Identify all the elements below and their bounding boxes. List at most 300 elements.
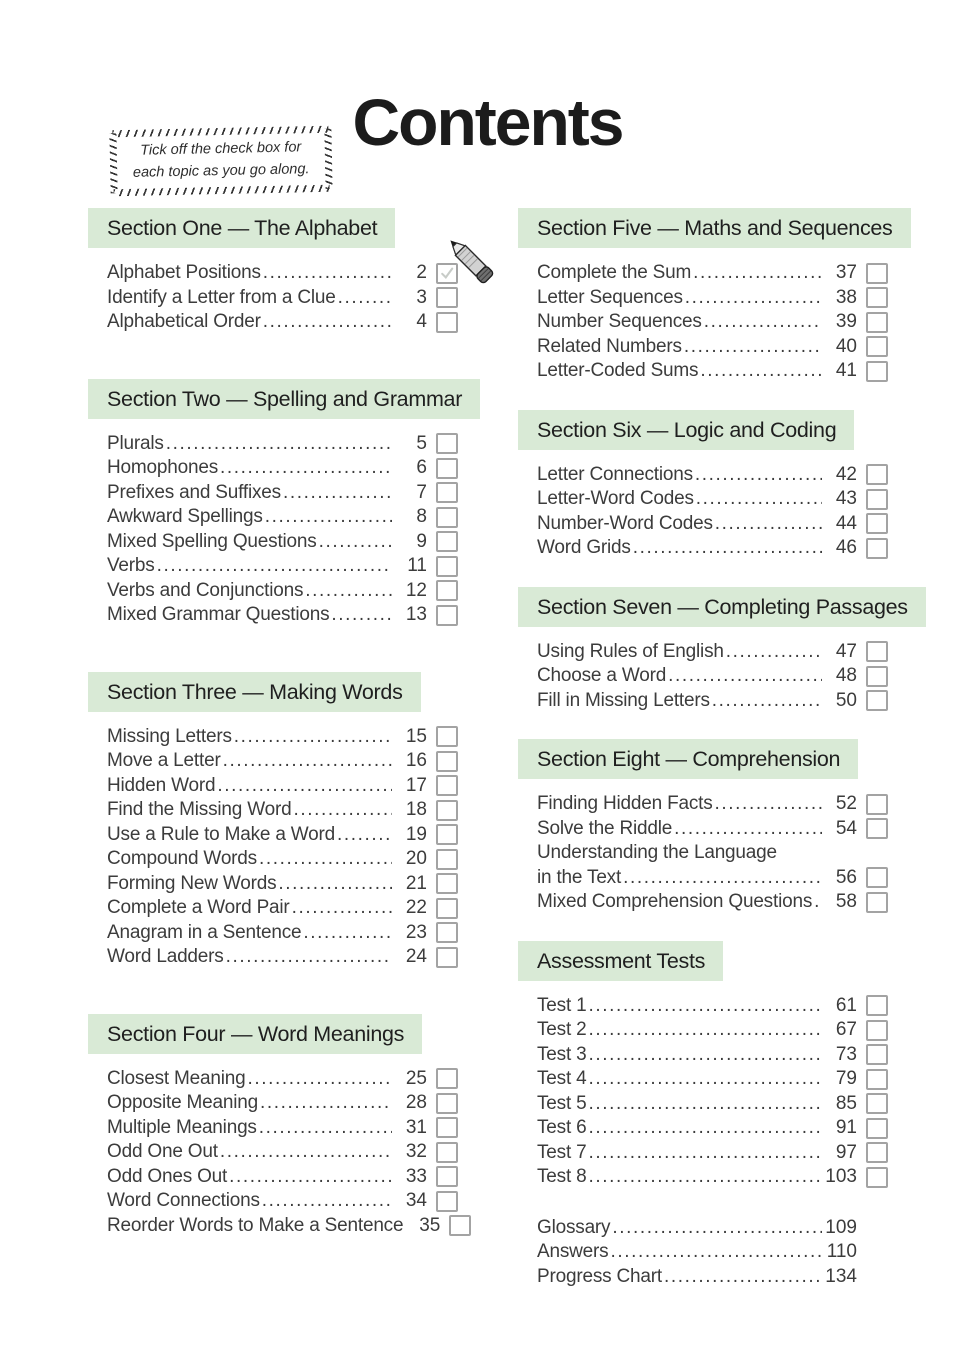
page-number: 22	[405, 897, 427, 918]
topic-checkbox[interactable]	[436, 312, 458, 333]
topic-label: Alphabet Positions	[107, 262, 261, 283]
toc-section	[518, 587, 908, 714]
page-number: 5	[416, 432, 427, 454]
topic-label: Related Numbers	[537, 335, 682, 357]
topic-label: Compound Words	[107, 848, 257, 869]
dot-leader	[704, 310, 822, 335]
toc-row	[107, 530, 458, 555]
page-number: 48	[835, 665, 857, 686]
toc-row	[107, 1165, 458, 1190]
topic-checkbox[interactable]	[866, 1167, 888, 1188]
toc-row	[537, 1018, 888, 1043]
topic-label: Closest Meaning	[107, 1067, 246, 1089]
page-number: 103	[825, 1166, 857, 1187]
page-number: 13	[405, 604, 427, 625]
page-number: 25	[405, 1067, 427, 1089]
dot-leader	[166, 432, 392, 457]
topic-label: Alphabetical Order	[107, 311, 261, 332]
toc-row	[537, 1216, 888, 1241]
dot-leader	[726, 640, 822, 665]
dot-leader	[589, 1116, 823, 1141]
dot-leader	[674, 817, 822, 842]
topic-checkbox[interactable]	[866, 464, 888, 485]
toc-row	[107, 1140, 458, 1165]
toc-row	[537, 1043, 888, 1068]
toc-section	[88, 208, 458, 335]
page-number: 97	[835, 1141, 857, 1163]
topic-checkbox[interactable]	[436, 556, 458, 577]
dot-leader	[305, 579, 392, 604]
topic-checkbox[interactable]	[866, 995, 888, 1016]
dot-leader	[589, 1092, 823, 1117]
topic-checkbox[interactable]	[436, 775, 458, 796]
page-number: 56	[835, 866, 857, 888]
topic-checkbox[interactable]	[866, 1118, 888, 1139]
dot-leader	[220, 1140, 392, 1165]
toc-row	[537, 866, 888, 891]
topic-label: Solve the Riddle	[537, 817, 673, 839]
topic-checkbox[interactable]	[436, 433, 458, 454]
toc-row	[107, 798, 458, 823]
dot-leader	[696, 487, 822, 512]
note-hatch-border	[109, 133, 117, 193]
topic-checkbox[interactable]	[866, 641, 888, 662]
toc-row	[107, 481, 458, 506]
toc-row	[107, 945, 458, 970]
topic-checkbox[interactable]	[436, 605, 458, 626]
toc-row	[107, 554, 458, 579]
section-header: Section Eight — Comprehension	[518, 739, 858, 779]
section-rows	[107, 1067, 458, 1239]
toc-row	[107, 286, 458, 311]
section-header: Assessment Tests	[518, 941, 723, 981]
toc-row	[537, 841, 888, 866]
topic-label: Letter Connections	[537, 463, 693, 485]
toc-row	[107, 1067, 458, 1092]
page-number: 2	[416, 262, 427, 283]
dot-leader	[814, 890, 822, 915]
page-number: 73	[835, 1043, 857, 1065]
dot-leader	[715, 512, 822, 537]
topic-label: Glossary	[537, 1216, 611, 1238]
topic-checkbox[interactable]	[866, 312, 888, 333]
topic-checkbox[interactable]	[866, 1142, 888, 1163]
section-header: Section Five — Maths and Sequences	[518, 208, 911, 248]
page-number: 39	[835, 311, 857, 332]
page-number: 6	[416, 457, 427, 478]
topic-checkbox[interactable]	[436, 1166, 458, 1187]
toc-row	[107, 1214, 458, 1239]
topic-label: Move a Letter	[107, 750, 221, 771]
topic-label: Odd One Out	[107, 1141, 218, 1162]
dot-leader	[234, 725, 392, 750]
dot-leader	[589, 994, 823, 1019]
page-number: 85	[835, 1092, 857, 1114]
toc-row	[537, 792, 888, 817]
topic-label: Complete a Word Pair	[107, 897, 290, 918]
toc-row	[537, 689, 888, 714]
topic-checkbox[interactable]	[436, 824, 458, 845]
topic-label: Homophones	[107, 457, 219, 478]
section-rows	[537, 261, 888, 384]
topic-label: Use a Rule to Make a Word	[107, 823, 336, 845]
topic-label: Number-Word Codes	[537, 512, 713, 534]
note-hatch-border	[324, 129, 332, 189]
topic-label: Mixed Spelling Questions	[107, 530, 317, 552]
toc-row	[537, 261, 888, 286]
dot-leader	[303, 921, 392, 946]
topic-label: Number Sequences	[537, 311, 702, 332]
topic-checkbox[interactable]	[866, 1069, 888, 1090]
topic-checkbox[interactable]	[436, 1093, 458, 1114]
topic-label: Missing Letters	[107, 725, 232, 747]
topic-checkbox[interactable]	[866, 489, 888, 510]
toc-row	[107, 847, 458, 872]
dot-leader	[265, 505, 392, 530]
topic-label: Hidden Word	[107, 774, 216, 796]
topic-checkbox[interactable]	[436, 947, 458, 968]
toc-row	[537, 890, 888, 915]
topic-label: Word Grids	[537, 537, 631, 558]
page-number: 3	[416, 286, 427, 308]
section-rows	[107, 432, 458, 628]
topic-label: Complete the Sum	[537, 262, 692, 283]
topic-label: Mixed Grammar Questions	[107, 604, 330, 625]
toc-row	[537, 1165, 888, 1190]
topic-label: Verbs and Conjunctions	[107, 579, 304, 601]
toc-section	[518, 739, 888, 915]
topic-checkbox[interactable]	[866, 690, 888, 711]
topic-label: Word Connections	[107, 1190, 260, 1211]
page-number: 23	[405, 921, 427, 943]
topic-checkbox[interactable]	[436, 898, 458, 919]
dot-leader	[633, 536, 822, 561]
toc-column-right	[518, 208, 908, 1315]
dot-leader	[668, 664, 822, 689]
note-hatch-border	[114, 184, 330, 196]
page-number: 110	[826, 1241, 857, 1262]
note-line-1: Tick off the check box for	[140, 139, 302, 159]
toc-row	[107, 261, 458, 286]
page-number: 79	[835, 1068, 857, 1089]
topic-label: Mixed Comprehension Questions	[537, 891, 813, 912]
toc-row	[107, 749, 458, 774]
page-number: 50	[835, 689, 857, 711]
topic-checkbox[interactable]	[866, 666, 888, 687]
dot-leader	[223, 749, 392, 774]
dot-leader	[589, 1018, 823, 1043]
dot-leader	[260, 1091, 392, 1116]
topic-label: Test 6	[537, 1117, 587, 1138]
page-number: 47	[835, 640, 857, 662]
dot-leader	[278, 872, 392, 897]
dot-leader	[685, 286, 822, 311]
dot-leader	[589, 1067, 823, 1092]
dot-leader	[612, 1216, 822, 1241]
topic-checkbox[interactable]	[436, 531, 458, 552]
toc-section	[518, 941, 888, 1190]
topic-checkbox[interactable]	[449, 1215, 471, 1236]
page-number: 58	[835, 891, 857, 912]
topic-checkbox[interactable]	[866, 1093, 888, 1114]
topic-checkbox[interactable]	[866, 263, 888, 284]
page-number: 11	[407, 555, 427, 576]
dot-leader	[157, 554, 392, 579]
topic-checkbox[interactable]	[866, 287, 888, 308]
page-number: 24	[405, 946, 427, 967]
topic-label: Test 4	[537, 1068, 587, 1089]
page-number: 34	[405, 1190, 427, 1211]
topic-checkbox[interactable]	[866, 538, 888, 559]
page-number: 44	[835, 512, 857, 534]
dot-leader	[262, 1189, 392, 1214]
toc-section	[518, 1216, 888, 1290]
topic-label: Test 5	[537, 1092, 587, 1114]
topic-label: Finding Hidden Facts	[537, 793, 713, 814]
toc-row	[537, 536, 888, 561]
topic-checkbox[interactable]	[436, 751, 458, 772]
toc-section	[518, 410, 888, 561]
section-header: Section Seven — Completing Passages	[518, 587, 926, 627]
topic-checkbox[interactable]	[866, 336, 888, 357]
topic-label: Understanding the Language	[537, 842, 777, 863]
toc-row	[107, 896, 458, 921]
page-number: 67	[835, 1019, 857, 1040]
toc-row	[107, 603, 458, 628]
page-title: Contents	[352, 85, 623, 159]
toc-row	[537, 640, 888, 665]
section-header: Section Two — Spelling and Grammar	[88, 379, 480, 419]
toc-row	[107, 579, 458, 604]
toc-columns	[88, 208, 908, 1315]
toc-row	[537, 1240, 888, 1265]
toc-row	[107, 1189, 458, 1214]
topic-label: Choose a Word	[537, 665, 667, 686]
topic-label: Find the Missing Word	[107, 799, 292, 820]
tick-note	[109, 126, 332, 196]
dot-leader	[217, 774, 392, 799]
topic-label: Letter Sequences	[537, 286, 683, 308]
dot-leader	[283, 481, 392, 506]
topic-checkbox[interactable]	[436, 458, 458, 479]
toc-row	[107, 310, 458, 335]
page-number: 42	[835, 463, 857, 485]
topic-checkbox[interactable]	[436, 580, 458, 601]
toc-row	[537, 664, 888, 689]
topic-checkbox[interactable]	[436, 287, 458, 308]
page-number: 20	[405, 848, 427, 869]
topic-label: Letter-Word Codes	[537, 488, 694, 509]
toc-row	[537, 1116, 888, 1141]
topic-label: Fill in Missing Letters	[537, 689, 710, 711]
dot-leader	[684, 335, 822, 360]
page-number: 16	[405, 750, 427, 771]
topic-checkbox[interactable]	[436, 507, 458, 528]
dot-leader	[293, 798, 392, 823]
page-number: 8	[416, 506, 427, 527]
topic-checkbox[interactable]	[866, 1020, 888, 1041]
section-header: Section Three — Making Words	[88, 672, 421, 712]
topic-label: Opposite Meaning	[107, 1092, 259, 1113]
topic-checkbox[interactable]	[866, 361, 888, 382]
topic-label: Test 2	[537, 1019, 587, 1040]
page-number: 18	[405, 799, 427, 820]
page-number: 19	[405, 823, 427, 845]
toc-row	[537, 1067, 888, 1092]
toc-row	[537, 463, 888, 488]
toc-row	[107, 872, 458, 897]
toc-section	[88, 1014, 458, 1239]
toc-row	[107, 1091, 458, 1116]
section-header: Section One — The Alphabet	[88, 208, 395, 248]
toc-row	[107, 456, 458, 481]
toc-row	[537, 286, 888, 311]
topic-checkbox[interactable]	[436, 482, 458, 503]
dot-leader	[337, 823, 392, 848]
toc-row	[107, 823, 458, 848]
topic-checkbox[interactable]	[436, 800, 458, 821]
dot-leader	[664, 1265, 822, 1290]
topic-label: Progress Chart	[537, 1265, 662, 1287]
topic-checkbox[interactable]	[866, 513, 888, 534]
dot-leader	[589, 1043, 823, 1068]
toc-row	[107, 432, 458, 457]
section-rows	[537, 640, 888, 714]
page-number: 52	[835, 793, 857, 814]
dot-leader	[263, 261, 392, 286]
dot-leader	[700, 359, 822, 384]
toc-row	[537, 1092, 888, 1117]
topic-label: Reorder Words to Make a Sentence	[107, 1214, 404, 1236]
toc-row	[107, 1116, 458, 1141]
topic-checkbox[interactable]	[436, 1191, 458, 1212]
topic-label: Letter-Coded Sums	[537, 360, 699, 381]
dot-leader	[331, 603, 392, 628]
topic-checkbox[interactable]	[436, 1117, 458, 1138]
topic-checkbox[interactable]	[866, 867, 888, 888]
topic-label: Multiple Meanings	[107, 1116, 257, 1138]
page-number: 33	[405, 1165, 427, 1187]
topic-checkbox[interactable]	[866, 794, 888, 815]
section-header: Section Six — Logic and Coding	[518, 410, 854, 450]
topic-checkbox[interactable]	[436, 1068, 458, 1089]
topic-label: Test 8	[537, 1166, 587, 1187]
topic-label: Test 7	[537, 1141, 587, 1163]
toc-row	[107, 774, 458, 799]
page-number: 54	[835, 817, 857, 839]
dot-leader	[610, 1240, 822, 1265]
topic-label: Using Rules of English	[537, 640, 724, 662]
toc-row	[107, 921, 458, 946]
note-line-2: each topic as you go along.	[132, 160, 310, 181]
toc-row	[537, 994, 888, 1019]
section-rows	[537, 792, 888, 915]
toc-row	[107, 505, 458, 530]
topic-label: Plurals	[107, 432, 164, 454]
dot-leader	[226, 945, 392, 970]
toc-section	[88, 672, 458, 970]
topic-checkbox[interactable]	[436, 922, 458, 943]
topic-checkbox[interactable]	[436, 873, 458, 894]
page-number: 37	[835, 262, 857, 283]
section-rows	[537, 463, 888, 561]
topic-label: Odd Ones Out	[107, 1165, 228, 1187]
toc-row	[537, 817, 888, 842]
page-number: 7	[416, 481, 427, 503]
page-number: 15	[405, 725, 427, 747]
page-number: 38	[835, 286, 857, 308]
page-number: 109	[825, 1216, 857, 1238]
page-number: 21	[405, 872, 427, 894]
dot-leader	[292, 896, 392, 921]
page-number: 28	[405, 1092, 427, 1113]
page-number: 134	[825, 1265, 857, 1287]
dot-leader	[589, 1141, 823, 1166]
dot-leader	[259, 847, 392, 872]
toc-row	[537, 487, 888, 512]
dot-leader	[338, 286, 392, 311]
topic-label: Forming New Words	[107, 872, 277, 894]
dot-leader	[589, 1165, 823, 1190]
page-number: 61	[835, 994, 857, 1016]
dot-leader	[220, 456, 392, 481]
topic-checkbox[interactable]	[436, 1142, 458, 1163]
topic-checkbox[interactable]	[436, 849, 458, 870]
page-number: 31	[405, 1116, 427, 1138]
dot-leader	[263, 310, 392, 335]
topic-checkbox[interactable]	[866, 892, 888, 913]
page-number: 32	[405, 1141, 427, 1162]
topic-label: Answers	[537, 1241, 609, 1262]
topic-label: in the Text	[537, 866, 622, 888]
page-number: 35	[419, 1214, 441, 1236]
topic-checkbox[interactable]	[436, 726, 458, 747]
toc-row	[107, 725, 458, 750]
toc-row	[537, 359, 888, 384]
toc-row	[537, 310, 888, 335]
toc-row	[537, 512, 888, 537]
dot-leader	[695, 463, 822, 488]
section-rows	[107, 725, 458, 970]
toc-section	[518, 208, 893, 384]
page-number: 40	[835, 335, 857, 357]
dot-leader	[319, 530, 392, 555]
dot-leader	[712, 689, 822, 714]
dot-leader	[248, 1067, 392, 1092]
toc-row	[537, 335, 888, 360]
page-number: 43	[835, 488, 857, 509]
dot-leader	[693, 261, 822, 286]
topic-checkbox[interactable]	[866, 818, 888, 839]
dot-leader	[229, 1165, 392, 1190]
page-number: 46	[835, 537, 857, 558]
topic-label: Verbs	[107, 555, 155, 576]
topic-checkbox[interactable]	[866, 1044, 888, 1065]
page-number: 4	[416, 311, 427, 332]
toc-section	[88, 379, 463, 628]
topic-label: Test 3	[537, 1043, 587, 1065]
dot-leader	[259, 1116, 392, 1141]
section-rows	[537, 994, 888, 1190]
topic-label: Test 1	[537, 994, 587, 1016]
page-number: 17	[405, 774, 427, 796]
dot-leader	[715, 792, 822, 817]
toc-column-left	[88, 208, 463, 1315]
page-number: 41	[835, 360, 857, 381]
topic-label: Prefixes and Suffixes	[107, 481, 281, 503]
page-number: 9	[416, 530, 427, 552]
toc-row	[537, 1265, 888, 1290]
